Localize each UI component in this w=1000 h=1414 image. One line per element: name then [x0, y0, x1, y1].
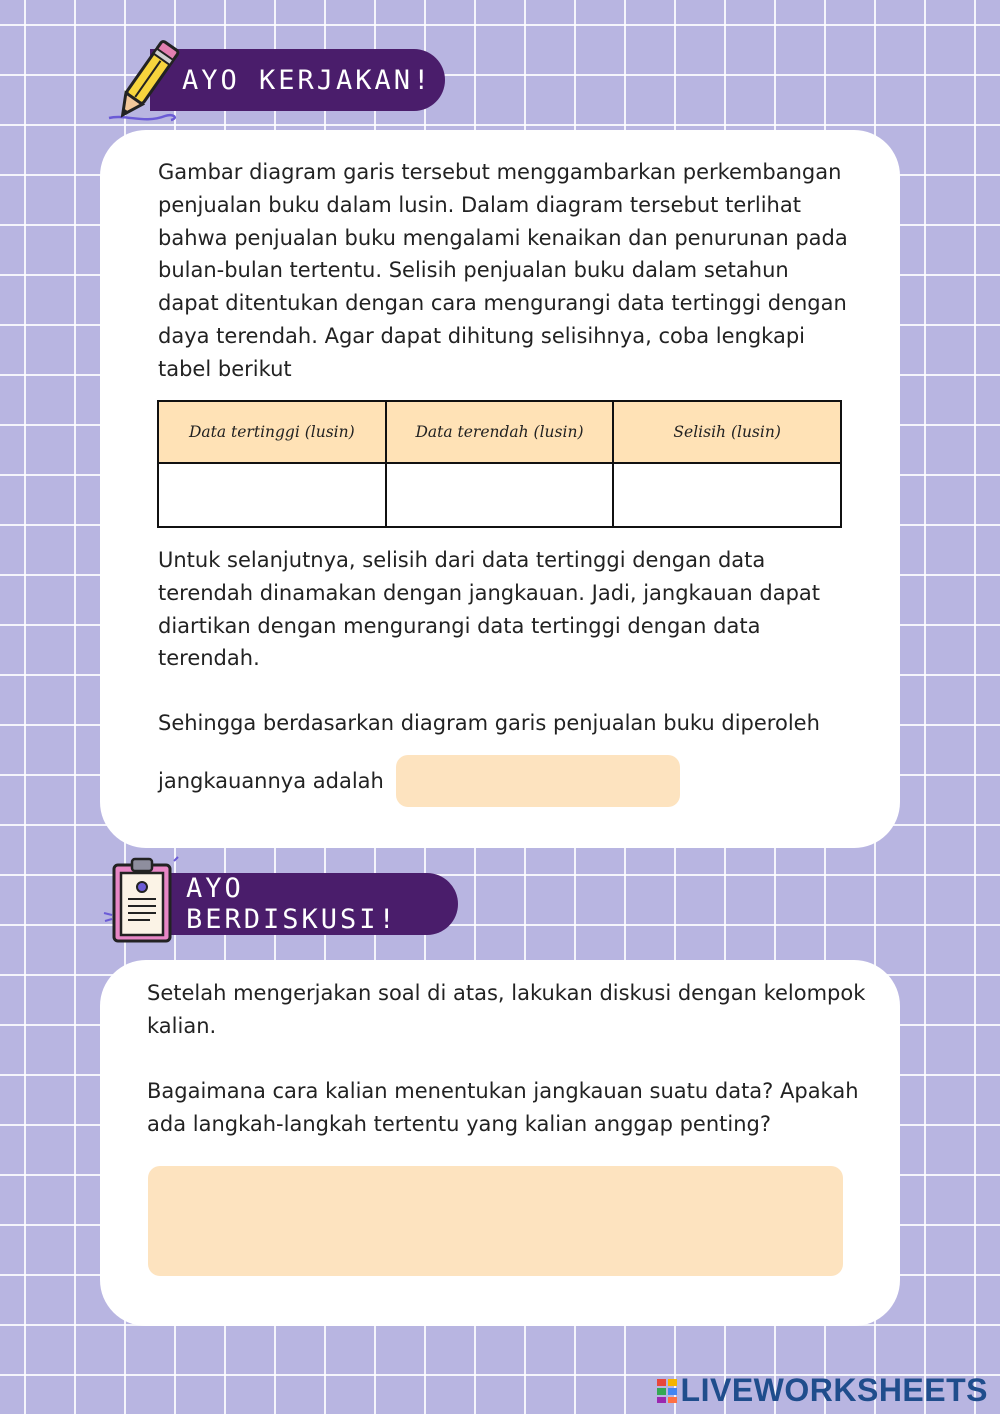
section-title-kerjakan-label: AYO KERJAKAN! [182, 64, 433, 96]
answer-highest-cell[interactable] [158, 463, 386, 527]
header-difference: Selisih (lusin) [613, 401, 841, 463]
liveworksheets-logo-icon [657, 1379, 677, 1403]
answer-lowest-cell[interactable] [386, 463, 614, 527]
range-explanation-text: Untuk selanjutnya, selisih dari data tertinggi dengan data terendah dinamakan dengan jangkauan. Jadi, jangkauan dapat diartikan dengan mengurangi data tertinggi dengan data terendah. [158, 548, 821, 671]
discuss-question-text: Bagaimana cara kalian menentukan jangkauan suatu data? Apakah ada langkah-langkah tertentu yang kalian anggap penting? [147, 1079, 859, 1136]
conclusion-text: Sehingga berdasarkan diagram garis penjualan buku diperoleh [158, 711, 820, 735]
header-lowest: Data terendah (lusin) [386, 401, 614, 463]
brand-name: LIVEWORKSHEETS [680, 1372, 988, 1408]
pencil-icon [105, 38, 185, 128]
range-answer-label: jangkauannya adalah [158, 769, 384, 793]
section-title-diskusi-label: AYO BERDISKUSI! [186, 873, 398, 935]
clipboard-icon [100, 855, 186, 945]
brand-footer [657, 1372, 988, 1409]
discuss-instruction-text: Setelah mengerjakan soal di atas, lakukan diskusi dengan kelompok kalian. [147, 981, 866, 1038]
range-answer-field[interactable] [396, 755, 680, 807]
discussion-answer-field[interactable] [148, 1166, 843, 1276]
range-table [157, 400, 842, 528]
work-intro-text: Gambar diagram garis tersebut menggambarkan perkembangan penjualan buku dalam lusin. Dalam diagram tersebut terlihat bahwa penjualan buku mengalami kenaikan dan penurunan pada bulan-bulan tertentu. Selisih penjualan buku dalam setahun dapat ditentukan dengan cara mengurangi data tertinggi dengan daya terendah. Agar dapat dihitung selisihnya, coba lengkapi tabel berikut [158, 160, 848, 381]
section-title-diskusi [150, 873, 458, 935]
work-card [100, 130, 900, 848]
header-highest: Data tertinggi (lusin) [158, 401, 386, 463]
section-title-kerjakan [150, 49, 445, 111]
answer-difference-cell[interactable] [613, 463, 841, 527]
table-row [158, 463, 841, 527]
table-header-row [158, 401, 841, 463]
discuss-card [100, 960, 900, 1326]
